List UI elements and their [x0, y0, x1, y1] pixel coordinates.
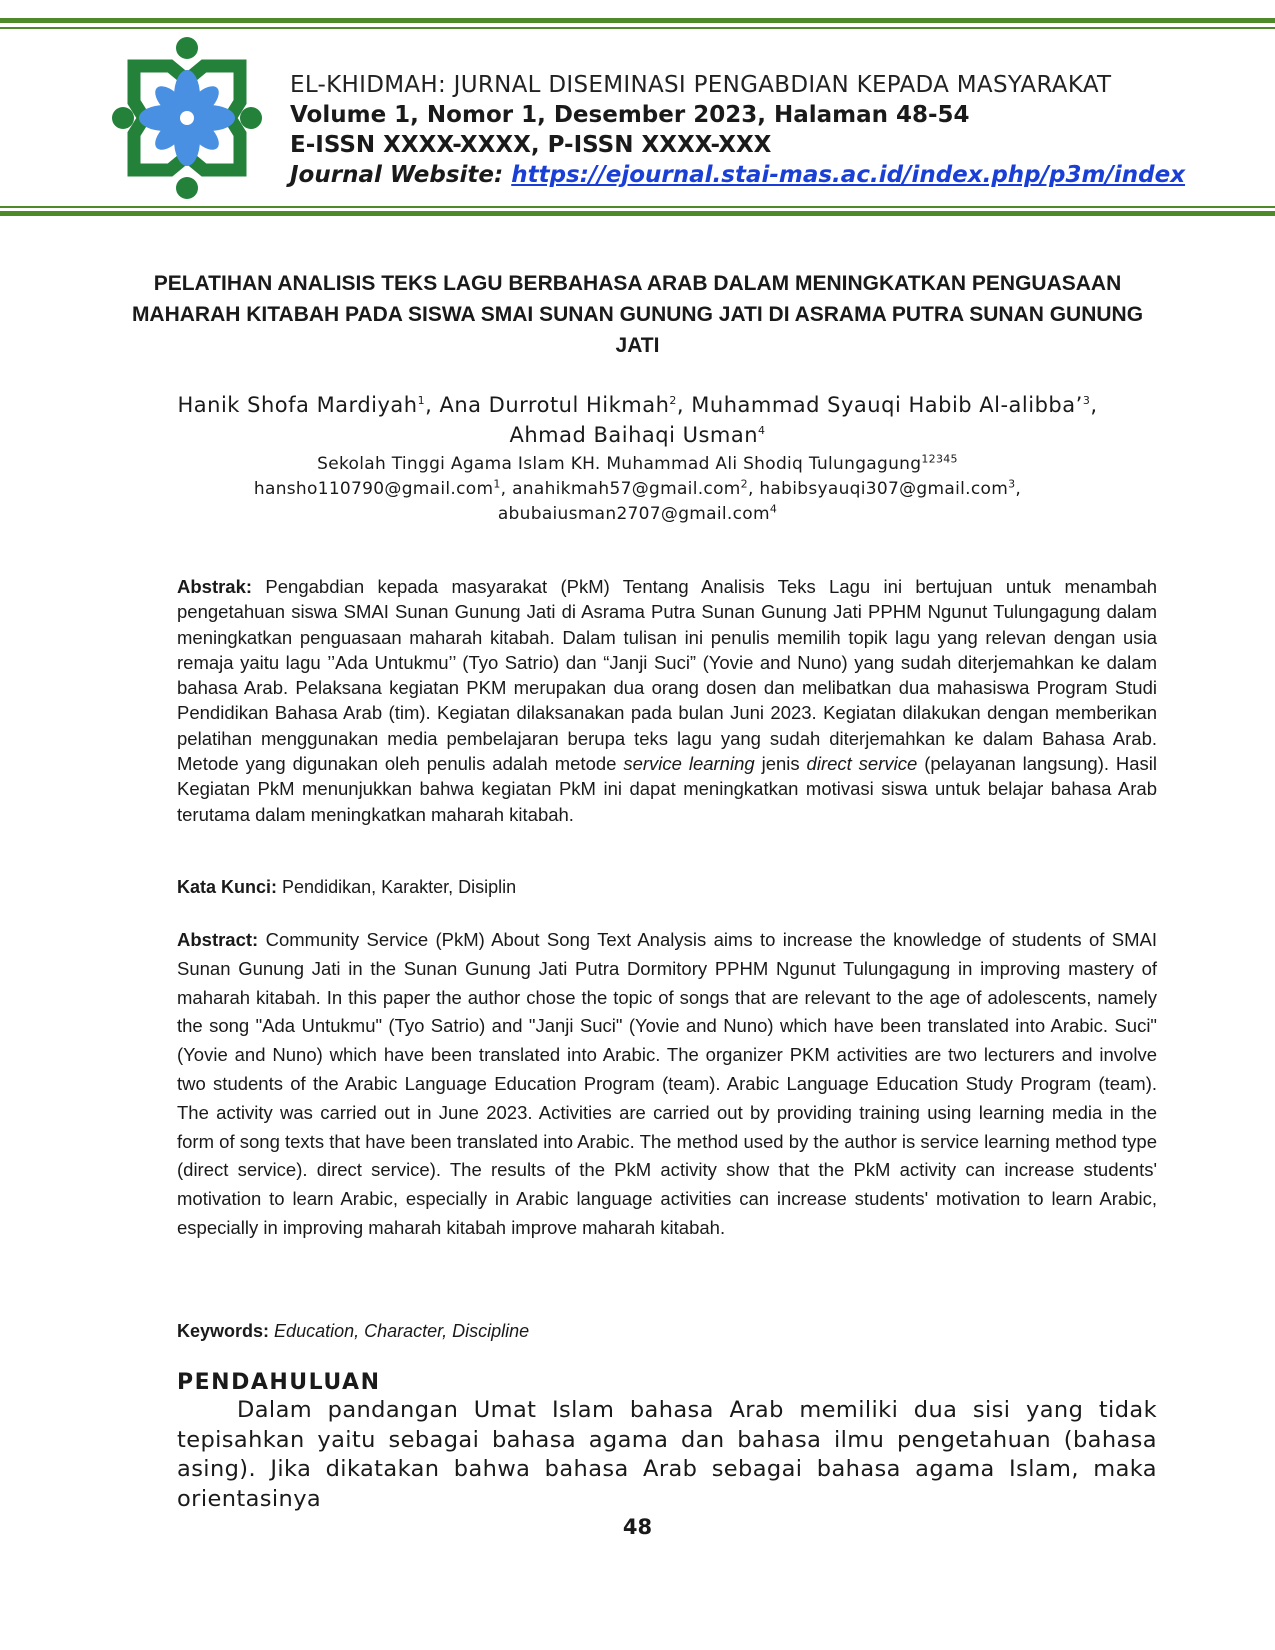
email-separator: ,: [747, 479, 760, 499]
abstrak-italic-term: direct service: [806, 753, 918, 775]
abstrak-text: (pelayanan langsung). Hasil Kegiatan PkM menunjukkan bahwa kegiatan PkM ini dapat meningkatkan motivasi siswa untuk belajar bahasa Arab terutama dalam meningkatkan maharah kitabah.: [177, 753, 1158, 825]
author-email: habibsyauqi307@gmail.com: [759, 479, 1009, 499]
journal-website-link[interactable]: https://ejournal.stai-mas.ac.id/index.php/p3m/index: [511, 162, 1186, 188]
keywords-line: [177, 1321, 529, 1342]
email-separator: ,: [1015, 479, 1022, 499]
author-separator: ,: [1090, 393, 1098, 417]
header-top-rule-thick: [0, 18, 1275, 23]
keywords-label: Keywords:: [177, 1321, 270, 1341]
affiliation-block: [120, 452, 1155, 527]
abstrak-label: Abstrak:: [177, 576, 253, 597]
email-separator: ,: [500, 479, 513, 499]
intro-text: Dalam pandangan Umat Islam bahasa Arab memiliki dua sisi yang tidak tepisahkan yaitu sebagai bahasa agama dan bahasa ilmu pengetahuan (bahasa asing). Jika dikatakan bahwa bahasa Arab sebagai bahasa agama Islam, maka orientasinya: [177, 1397, 1157, 1512]
author-sup: 2: [669, 394, 677, 407]
keywords-value: Education, Character, Discipline: [274, 1321, 530, 1341]
author-name: Hanik Shofa Mardiyah: [177, 393, 418, 417]
journal-logo: [112, 36, 262, 200]
abstrak-paragraph: [177, 574, 1157, 827]
website-label: Journal Website:: [290, 162, 504, 188]
affiliation-sup: 12345: [921, 452, 958, 466]
author-sup: 1: [417, 394, 426, 407]
abstract-text: Community Service (PkM) About Song Text Analysis aims to increase the knowledge of students of SMAI Sunan Gunung Jati in the Sunan Gunung Jati Putra Dormitory PPHM Ngunut Tulungagung in improving mastery of maharah kitabah. In this paper the author chose the topic of songs that are relevant to the age of adolescents, namely the song "Ada Untukmu" (Tyo Satrio) and "Janji Suci" (Yovie and Nuno) which have been translated into Arabic. Suci" (Yovie and Nuno) which have been translated into Arabic. The organizer PKM activities are two lecturers and involve two students of the Arabic Language Education Program (team). Arabic Language Education Study Program (team). The activity was carried out in June 2023. Activities are carried out by providing training using learning media in the form of song texts that have been translated into Arabic. The method used by the author is service learning method type (direct service). direct service). The results of the PkM activity show that the PkM activity can increase students' motivation to learn Arabic, especially in Arabic language activities can increase students' motivation to learn Arabic, especially in improving maharah kitabah improve maharah kitabah.: [177, 929, 1157, 1238]
kata-kunci-value: Pendidikan, Karakter, Disiplin: [282, 877, 517, 897]
abstrak-text: Pengabdian kepada masyarakat (PkM) Tentang Analisis Teks Lagu ini bertujuan untuk menambah pengetahuan siswa SMAI Sunan Gunung Jati di Asrama Putra Sunan Gunung Jati PPHM Ngunut Tulungagung dalam meningkatkan penguasaan maharah kitabah. Dalam tulisan ini penulis memilih topik lagu yang relevan dengan usia remaja yaitu lagu ’’Ada Untukmu’’ (Tyo Satrio) dan “Janji Suci” (Yovie and Nuno) yang sudah diterjemahkan ke dalam bahasa Arab. Pelaksana kegiatan PKM merupakan dua orang dosen dan melibatkan dua mahasiswa Program Studi Pendidikan Bahasa Arab (tim). Kegiatan dilaksanakan pada bulan Juni 2023. Kegiatan dilakukan dengan memberikan pelatihan menggunakan media pembelajaran berupa teks lagu yang sudah diterjemahkan ke dalam Bahasa Arab. Metode yang digunakan oleh penulis adalah metode: [177, 576, 1158, 775]
issn-line: E-ISSN XXXX-XXXX, P-ISSN XXXX-XXX: [290, 132, 772, 158]
page-number: 48: [622, 1515, 653, 1539]
kata-kunci-label: Kata Kunci:: [177, 877, 278, 897]
author-email: anahikmah57@gmail.com: [512, 479, 741, 499]
author-name: Ahmad Baihaqi Usman: [509, 423, 759, 447]
affiliation: Sekolah Tinggi Agama Islam KH. Muhammad Ali Shodiq Tulungagung: [317, 454, 922, 474]
kata-kunci-line: [177, 877, 516, 898]
header-bottom-rule-thick: [0, 211, 1275, 216]
author-sup: 4: [758, 424, 766, 437]
volume-line: Volume 1, Nomor 1, Desember 2023, Halaman 48-54: [290, 102, 970, 128]
author-name: Ana Durrotul Hikmah: [439, 393, 670, 417]
author-email: abubaiusman2707@gmail.com: [497, 504, 770, 524]
author-separator: ,: [425, 393, 440, 417]
author-email: hansho110790@gmail.com: [253, 479, 494, 499]
header-bottom-rule-thin: [0, 206, 1275, 208]
abstrak-text: jenis: [761, 753, 800, 775]
author-sup: 3: [1082, 394, 1091, 407]
journal-website-line: [290, 160, 1250, 190]
email-sup: 2: [740, 477, 748, 491]
intro-paragraph: [177, 1396, 1157, 1514]
author-list: [120, 390, 1155, 450]
journal-name: EL-KHIDMAH: JURNAL DISEMINASI PENGABDIAN KEPADA MASYARAKAT: [290, 72, 1112, 98]
section-heading: PENDAHULUAN: [177, 1370, 381, 1395]
journal-logo-icon: [112, 36, 262, 200]
email-sup: 1: [493, 477, 501, 491]
abstract-paragraph: [177, 926, 1157, 1243]
abstrak-italic-term: service learning: [623, 753, 755, 775]
abstract-label: Abstract:: [177, 929, 259, 950]
author-separator: ,: [676, 393, 692, 417]
article-title: PELATIHAN ANALISIS TEKS LAGU BERBAHASA ARAB DALAM MENINGKATKAN PENGUASAAN MAHARAH KITABAH PADA SISWA SMAI SUNAN GUNUNG JATI DI ASRAMA PUTRA SUNAN GUNUNG JATI: [131, 272, 1144, 357]
author-name: Muhammad Syauqi Habib Al-alibba’: [691, 393, 1083, 417]
journal-masthead: [290, 70, 1250, 190]
header-top-rule-thin: [0, 27, 1275, 29]
email-sup: 3: [1008, 477, 1016, 491]
email-sup: 4: [769, 502, 778, 516]
